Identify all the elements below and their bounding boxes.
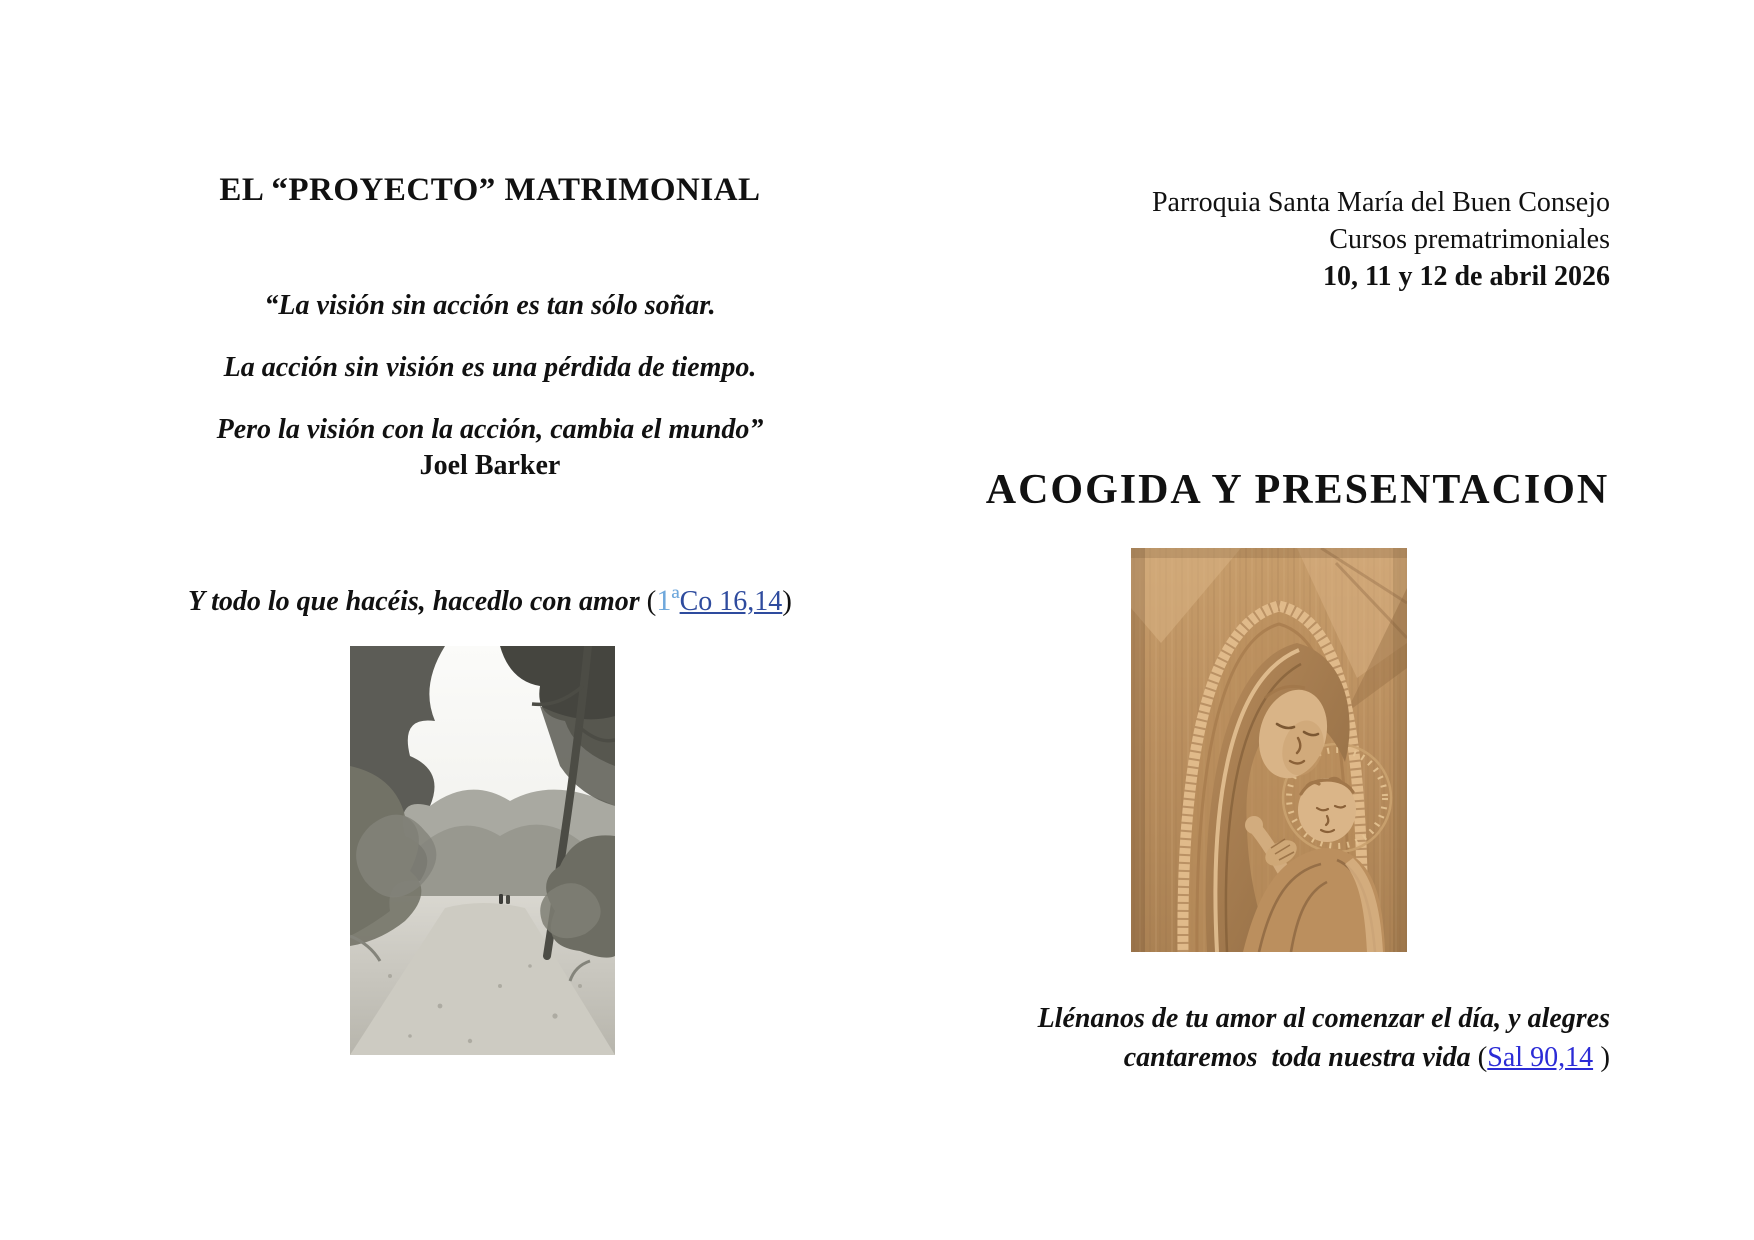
closing-verse-text: cantaremos toda nuestra vida xyxy=(1123,1042,1478,1073)
closing-verse-line-1: Llénanos de tu amor al comenzar el día, y alegres xyxy=(1037,1003,1610,1034)
closing-close-paren: ) xyxy=(1593,1041,1610,1073)
right-page-column xyxy=(985,0,1610,1240)
madonna-carving-image xyxy=(1131,548,1407,952)
bush-path-photo-art xyxy=(350,646,615,1055)
bible-ref-link-sal-90-14[interactable]: Sal 90,14 xyxy=(1487,1042,1594,1073)
madonna-carving-art xyxy=(1131,548,1407,952)
left-page-column xyxy=(170,0,810,1240)
bible-ref-link-co-16-14[interactable]: Co 16,14 xyxy=(679,586,783,617)
closing-open-paren: ( xyxy=(1477,1041,1488,1073)
parish-name: Parroquia Santa María del Buen Consejo xyxy=(1151,187,1610,218)
verse-close-paren: ) xyxy=(782,585,792,617)
quote-line-3: Pero la visión con la acción, cambia el mundo” xyxy=(216,414,764,445)
quote-author: Joel Barker xyxy=(419,450,561,481)
bush-path-photo xyxy=(350,646,615,1055)
parish-header xyxy=(985,184,1610,295)
quote-line-1: “La visión sin acción es tan sólo soñar. xyxy=(264,290,716,321)
course-dates: 10, 11 y 12 de abril 2026 xyxy=(1322,261,1610,292)
closing-verse xyxy=(985,1000,1610,1077)
closing-verse-line-2 xyxy=(985,1038,1610,1077)
quote-line-2: La acción sin visión es una pérdida de tiempo. xyxy=(223,352,757,383)
left-page-title: EL “PROYECTO” MATRIMONIAL xyxy=(219,172,761,208)
verse-open-paren: ( xyxy=(646,585,657,617)
section-heading: ACOGIDA Y PRESENTACION xyxy=(985,467,1610,513)
course-name: Cursos prematrimoniales xyxy=(1329,224,1610,255)
verse-ref-ordinal: 1ª xyxy=(656,584,680,617)
verse-line-left xyxy=(170,584,810,618)
verse-text: Y todo lo que hacéis, hacedlo con amor xyxy=(188,586,640,617)
